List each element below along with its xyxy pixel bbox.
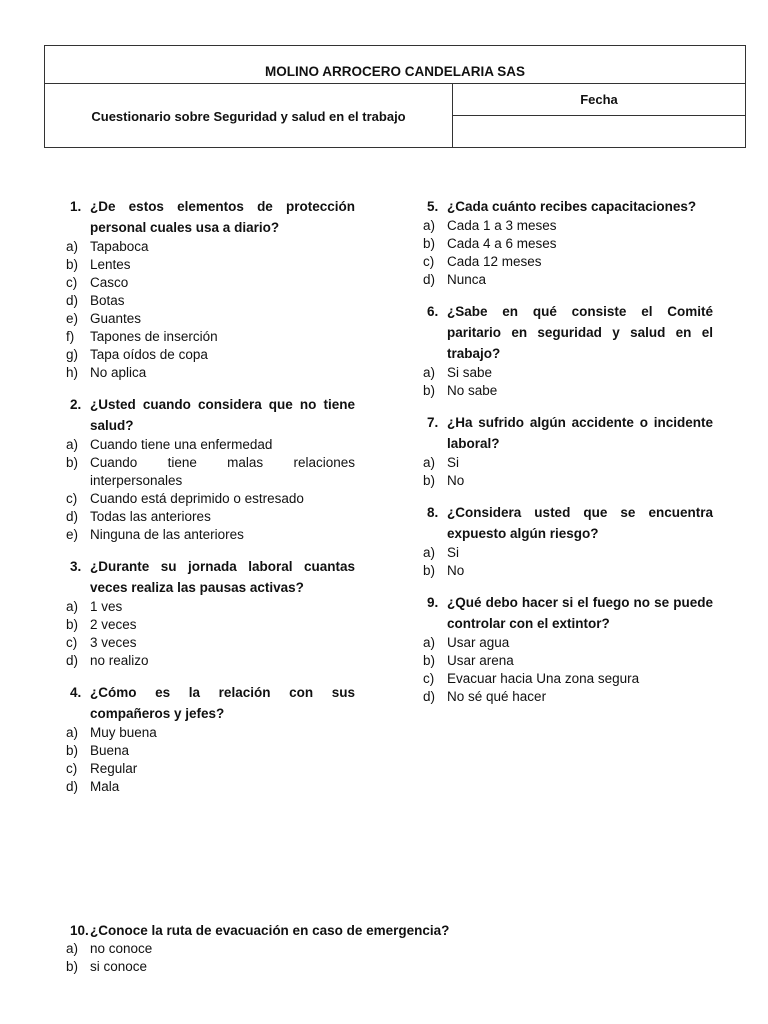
option-letter: b) <box>423 653 436 668</box>
option-text: No <box>447 563 465 578</box>
option-letter: a) <box>423 635 436 650</box>
answer-option[interactable] <box>66 598 355 616</box>
answer-option[interactable] <box>423 271 713 289</box>
question-text: ¿Considera usted que se encuentra expuesto algún riesgo? <box>447 505 713 541</box>
questions-bottom <box>66 921 726 976</box>
option-list <box>423 634 713 706</box>
question-number: 5. <box>427 199 439 214</box>
question-heading <box>66 556 355 598</box>
option-text: No aplica <box>90 365 147 380</box>
question-heading <box>66 196 355 238</box>
questions-left-column <box>66 196 355 796</box>
question-text: ¿Usted cuando considera que no tiene salud? <box>90 397 355 433</box>
option-text: Cuando tiene malas relaciones interpersonales <box>90 455 355 488</box>
option-letter: a) <box>66 437 79 452</box>
header-table <box>44 45 746 148</box>
answer-option[interactable] <box>423 634 713 652</box>
questions-right-column <box>423 196 713 706</box>
option-text: no realizo <box>90 653 149 668</box>
option-list <box>423 454 713 490</box>
answer-option[interactable] <box>66 508 355 526</box>
option-letter: b) <box>423 473 436 488</box>
question-8 <box>423 502 713 580</box>
question-heading <box>66 921 726 940</box>
option-text: No <box>447 473 465 488</box>
question-10 <box>66 921 726 976</box>
option-text: No sé qué hacer <box>447 689 547 704</box>
question-heading <box>423 412 713 454</box>
question-2 <box>66 394 355 544</box>
question-3 <box>66 556 355 670</box>
option-letter: e) <box>66 311 79 326</box>
option-letter: h) <box>66 365 79 380</box>
answer-option[interactable] <box>423 544 713 562</box>
answer-option[interactable] <box>423 472 713 490</box>
date-field[interactable] <box>453 116 745 147</box>
question-4 <box>66 682 355 796</box>
question-9 <box>423 592 713 706</box>
option-text: si conoce <box>90 959 148 974</box>
answer-option[interactable] <box>66 526 355 544</box>
option-list <box>423 544 713 580</box>
answer-option[interactable] <box>66 346 355 364</box>
option-text: Muy buena <box>90 725 157 740</box>
option-text: Si <box>447 455 460 470</box>
option-letter: c) <box>66 635 78 650</box>
option-letter: d) <box>423 272 436 287</box>
question-7 <box>423 412 713 490</box>
option-letter: d) <box>66 653 79 668</box>
option-letter: b) <box>423 563 436 578</box>
question-number: 6. <box>427 304 439 319</box>
option-list <box>66 238 355 382</box>
answer-option[interactable] <box>423 235 713 253</box>
option-letter: a) <box>423 218 436 233</box>
question-text: ¿Sabe en qué consiste el Comité paritario en seguridad y salud en el trabajo? <box>447 304 713 361</box>
question-heading <box>66 682 355 724</box>
option-text: No sabe <box>447 383 498 398</box>
answer-option[interactable] <box>423 217 713 235</box>
option-list <box>66 940 726 976</box>
option-letter: c) <box>66 761 78 776</box>
answer-option[interactable] <box>66 634 355 652</box>
question-number: 2. <box>70 397 82 412</box>
answer-option[interactable] <box>66 436 355 454</box>
question-number: 1. <box>70 199 82 214</box>
question-number: 9. <box>427 595 439 610</box>
option-letter: b) <box>66 257 79 272</box>
option-text: Ninguna de las anteriores <box>90 527 244 542</box>
answer-option[interactable] <box>66 760 355 778</box>
question-text: ¿Conoce la ruta de evacuación en caso de emergencia? <box>90 923 450 938</box>
question-text: ¿Cada cuánto recibes capacitaciones? <box>447 199 697 214</box>
option-list <box>66 724 355 796</box>
option-text: Casco <box>90 275 129 290</box>
question-heading <box>423 592 713 634</box>
answer-option[interactable] <box>66 742 355 760</box>
option-text: no conoce <box>90 941 153 956</box>
answer-option[interactable] <box>66 958 726 976</box>
answer-option[interactable] <box>423 253 713 271</box>
answer-option[interactable] <box>423 670 713 688</box>
option-text: Usar arena <box>447 653 514 668</box>
answer-option[interactable] <box>66 652 355 670</box>
answer-option[interactable] <box>423 382 713 400</box>
option-letter: e) <box>66 527 79 542</box>
question-heading <box>423 196 713 217</box>
question-1 <box>66 196 355 382</box>
question-number: 10. <box>70 923 89 938</box>
option-letter: f) <box>66 329 75 344</box>
answer-option[interactable] <box>423 364 713 382</box>
answer-option[interactable] <box>66 328 355 346</box>
question-5 <box>423 196 713 289</box>
option-text: Lentes <box>90 257 131 272</box>
question-number: 3. <box>70 559 82 574</box>
question-number: 7. <box>427 415 439 430</box>
option-text: Cuando tiene una enfermedad <box>90 437 273 452</box>
question-number: 4. <box>70 685 82 700</box>
answer-option[interactable] <box>423 562 713 580</box>
option-text: 1 ves <box>90 599 123 614</box>
option-text: 2 veces <box>90 617 137 632</box>
option-letter: a) <box>66 239 79 254</box>
question-text: ¿Durante su jornada laboral cuantas veces realiza las pausas activas? <box>90 559 355 595</box>
question-6 <box>423 301 713 400</box>
answer-option[interactable] <box>66 238 355 256</box>
option-letter: c) <box>66 491 78 506</box>
option-letter: a) <box>66 941 79 956</box>
answer-option[interactable] <box>66 490 355 508</box>
option-text: Si <box>447 545 460 560</box>
answer-option[interactable] <box>423 688 713 706</box>
option-text: Cada 4 a 6 meses <box>447 236 557 251</box>
question-heading <box>66 394 355 436</box>
answer-option[interactable] <box>66 778 355 796</box>
option-text: Todas las anteriores <box>90 509 211 524</box>
option-text: Tapaboca <box>90 239 149 254</box>
question-text: ¿De estos elementos de protección personal cuales usa a diario? <box>90 199 355 235</box>
option-letter: g) <box>66 347 79 362</box>
option-text: Tapa oídos de copa <box>90 347 208 362</box>
option-text: 3 veces <box>90 635 137 650</box>
option-letter: d) <box>423 689 436 704</box>
option-letter: b) <box>66 455 79 470</box>
option-list <box>423 364 713 400</box>
option-letter: d) <box>66 293 79 308</box>
option-letter: a) <box>423 545 436 560</box>
option-text: Nunca <box>447 272 487 287</box>
answer-option[interactable] <box>66 616 355 634</box>
option-text: Guantes <box>90 311 142 326</box>
option-text: Tapones de inserción <box>90 329 218 344</box>
answer-option[interactable] <box>66 454 355 490</box>
option-letter: a) <box>66 599 79 614</box>
question-number: 8. <box>427 505 439 520</box>
option-text: Evacuar hacia Una zona segura <box>447 671 640 686</box>
option-letter: a) <box>66 725 79 740</box>
option-text: Cada 12 meses <box>447 254 542 269</box>
option-letter: b) <box>66 743 79 758</box>
option-text: Si sabe <box>447 365 493 380</box>
option-text: Mala <box>90 779 120 794</box>
option-letter: a) <box>423 455 436 470</box>
option-text: Cada 1 a 3 meses <box>447 218 557 233</box>
option-letter: c) <box>66 275 78 290</box>
answer-option[interactable] <box>66 292 355 310</box>
question-text: ¿Ha sufrido algún accidente o incidente laboral? <box>447 415 713 451</box>
option-list <box>423 217 713 289</box>
option-letter: b) <box>423 236 436 251</box>
option-text: Regular <box>90 761 138 776</box>
option-letter: b) <box>66 617 79 632</box>
answer-option[interactable] <box>66 310 355 328</box>
question-text: ¿Cómo es la relación con sus compañeros y jefes? <box>90 685 355 721</box>
company-name: MOLINO ARROCERO CANDELARIA SAS <box>45 46 745 84</box>
answer-option[interactable] <box>423 454 713 472</box>
option-letter: a) <box>423 365 436 380</box>
answer-option[interactable] <box>423 652 713 670</box>
option-letter: b) <box>66 959 79 974</box>
option-text: Usar agua <box>447 635 510 650</box>
option-letter: b) <box>423 383 436 398</box>
answer-option[interactable] <box>66 940 726 958</box>
answer-option[interactable] <box>66 274 355 292</box>
question-text: ¿Qué debo hacer si el fuego no se puede controlar con el extintor? <box>447 595 713 631</box>
document-title: Cuestionario sobre Seguridad y salud en el trabajo <box>45 84 453 148</box>
option-list <box>66 598 355 670</box>
answer-option[interactable] <box>66 256 355 274</box>
question-heading <box>423 502 713 544</box>
option-letter: c) <box>423 671 435 686</box>
option-letter: d) <box>66 509 79 524</box>
answer-option[interactable] <box>66 364 355 382</box>
option-list <box>66 436 355 544</box>
option-letter: d) <box>66 779 79 794</box>
option-letter: c) <box>423 254 435 269</box>
date-label: Fecha <box>453 84 745 116</box>
option-text: Cuando está deprimido o estresado <box>90 491 304 506</box>
option-text: Buena <box>90 743 130 758</box>
option-text: Botas <box>90 293 125 308</box>
question-heading <box>423 301 713 364</box>
answer-option[interactable] <box>66 724 355 742</box>
